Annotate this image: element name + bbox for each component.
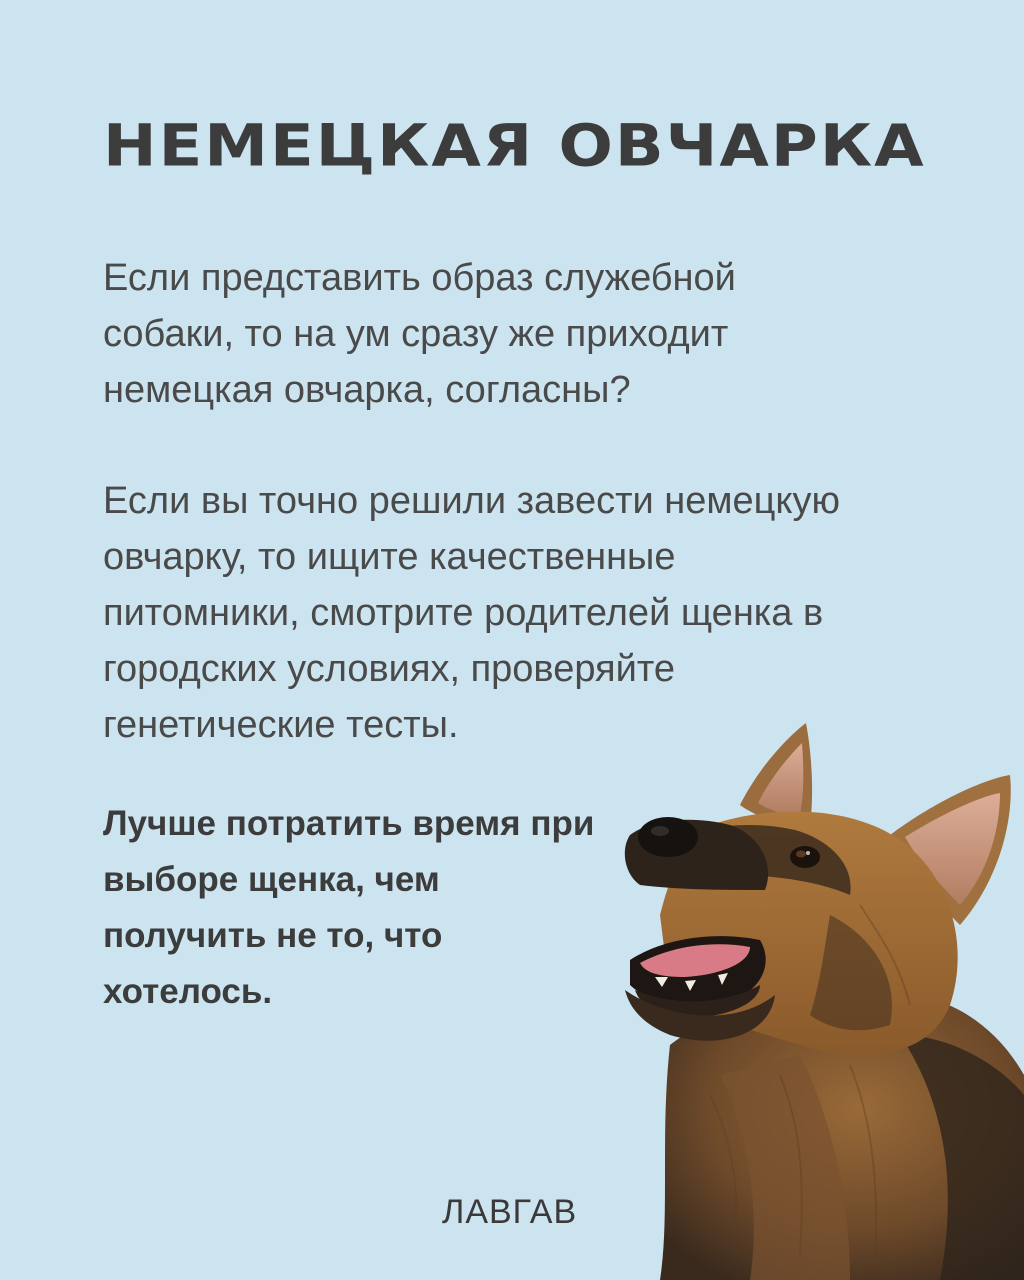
intro-line: немецкая овчарка, согласны? (103, 369, 631, 411)
emphasis-line: выборе щенка, чем (103, 860, 440, 899)
emphasis-line: Лучше потратить время при (103, 804, 595, 843)
intro-paragraph (103, 250, 736, 418)
brand-logo: ЛАВГАВ (442, 1193, 578, 1231)
intro-line: собаки, то на ум сразу же приходит (103, 313, 729, 355)
advice-line: городских условиях, проверяйте (103, 648, 675, 690)
german-shepherd-image (600, 715, 1024, 1280)
advice-line: питомники, смотрите родителей щенка в (103, 592, 824, 634)
emphasis-line: получить не то, что (103, 916, 443, 955)
emphasis-line: хотелось. (103, 972, 273, 1011)
emphasis-paragraph (103, 796, 594, 1020)
advice-paragraph (103, 473, 840, 753)
advice-line: овчарку, то ищите качественные (103, 536, 676, 578)
dog-nose (638, 817, 698, 857)
dog-eye (790, 846, 820, 868)
advice-line: Если вы точно решили завести немецкую (103, 480, 840, 522)
advice-line: генетические тесты. (103, 704, 459, 746)
intro-line: Если представить образ служебной (103, 257, 736, 299)
page-title: НЕМЕЦКАЯ ОВЧАРКА (103, 113, 926, 181)
